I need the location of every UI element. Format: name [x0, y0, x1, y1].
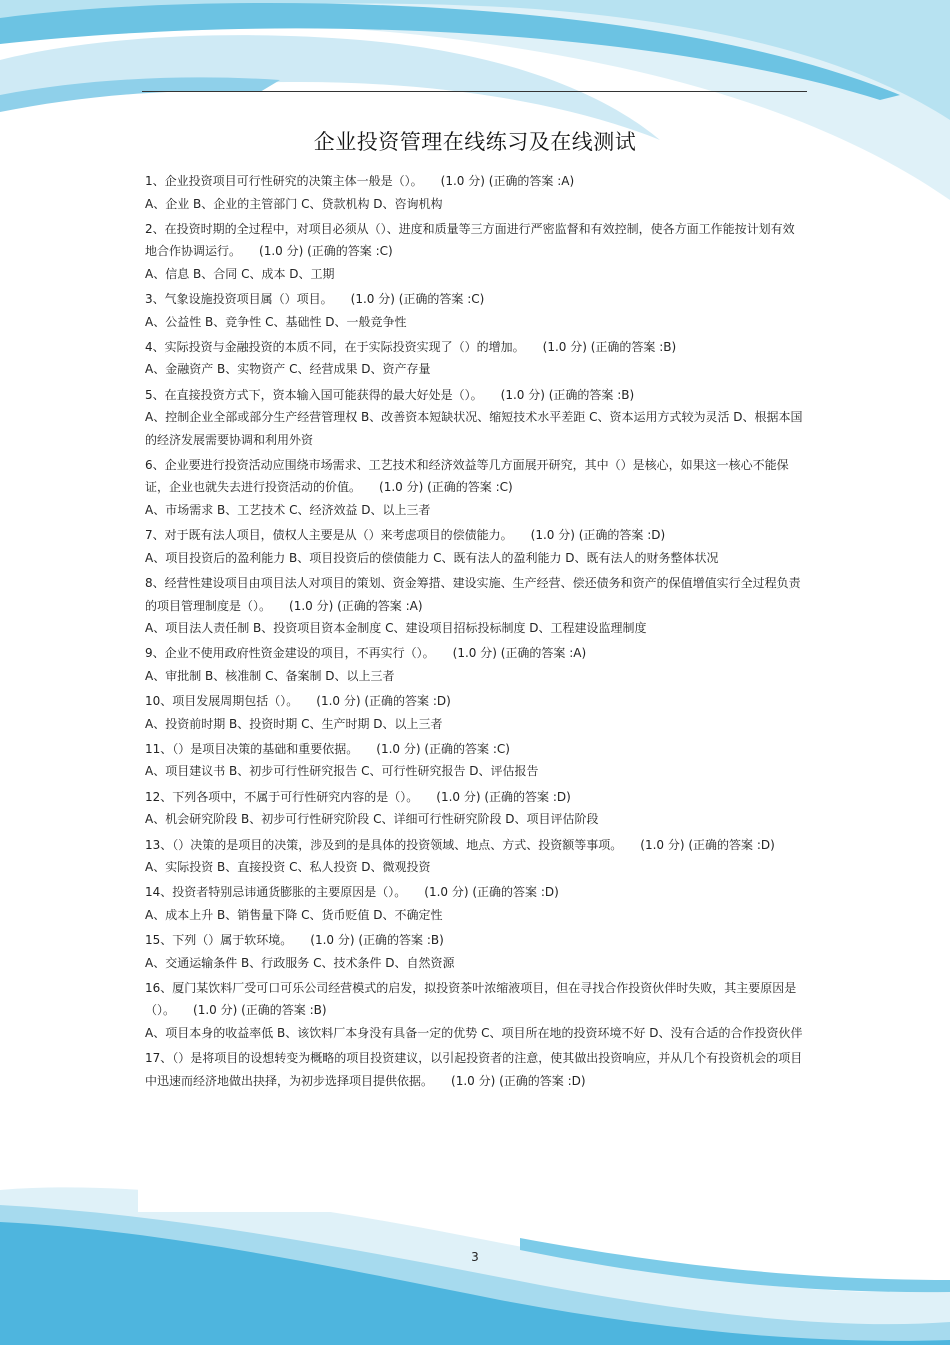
question-score: (1.0 分) (正确的答案 :B): [500, 387, 635, 402]
question-score: (1.0 分) (正确的答案 :C): [259, 244, 393, 259]
question-3: [145, 288, 805, 311]
question-11: [145, 738, 805, 761]
page-number: 3: [471, 1250, 479, 1264]
question-score: (1.0 分) (正确的答案 :B): [542, 339, 677, 354]
question-4: [145, 336, 805, 359]
question-text: 5、在直接投资方式下，资本输入国可能获得的最大好处是（）。: [145, 387, 477, 402]
question-score: (1.0 分) (正确的答案 :B): [193, 1003, 327, 1018]
question-text: 13、（）决策的是项目的决策，涉及到的是具体的投资领域、地点、方式、投资额等事项。: [145, 837, 617, 852]
question-text: 15、下列（）属于软环境。: [145, 933, 287, 948]
question-text: 2、在投资时期的全过程中，对项目必须从（）、进度和质量等三方面进行严密监督和有效控制，使各方面工作能按计划有效地合作协调运行。: [145, 221, 795, 259]
question-10-options: A、投资前时期 B、投资时期 C、生产时期 D、以上三者: [145, 716, 443, 731]
question-5-options: A、控制企业全部或部分生产经营管理权 B、改善资本短缺状况、缩短技术水平差距 C、资本运用方式较为灵活 D、根据本国的经济发展需要协调和利用外资: [145, 410, 803, 447]
question-11-options: A、项目建议书 B、初步可行性研究报告 C、可行性研究报告 D、评估报告: [145, 764, 539, 779]
question-9: [145, 642, 805, 665]
question-5: [145, 384, 805, 407]
question-3-options: A、公益性 B、竞争性 C、基础性 D、一般竞争性: [145, 314, 407, 329]
question-2-options: A、信息 B、合同 C、成本 D、工期: [145, 266, 335, 281]
question-score: (1.0 分) (正确的答案 :C): [379, 480, 513, 495]
question-score: (1.0 分) (正确的答案 :D): [451, 1073, 586, 1088]
question-14: [145, 881, 805, 904]
question-text: 8、经营性建设项目由项目法人对项目的策划、资金筹措、建设实施、生产经营、偿还债务和资产的保值增值实行全过程负责的项目管理制度是（）。: [145, 576, 801, 613]
question-7-options: A、项目投资后的盈利能力 B、项目投资后的偿债能力 C、既有法人的盈利能力 D、既有法人的财务整体状况: [145, 550, 719, 565]
question-15: [145, 929, 805, 952]
question-text: 1、企业投资项目可行性研究的决策主体一般是（）。: [145, 174, 417, 188]
question-text: 4、实际投资与金融投资的本质不同，在于实际投资实现了（）的增加。: [145, 339, 519, 354]
question-score: (1.0 分) (正确的答案 :D): [530, 528, 666, 543]
header-rule: [142, 91, 807, 92]
question-13-options: A、实际投资 B、直接投资 C、私人投资 D、微观投资: [145, 860, 431, 875]
question-14-options: A、成本上升 B、销售量下降 C、货币贬值 D、不确定性: [145, 907, 443, 922]
question-1-options: A、企业 B、企业的主管部门 C、贷款机构 D、咨询机构: [145, 196, 443, 211]
question-score: (1.0 分) (正确的答案 :D): [316, 694, 451, 709]
question-9-options: A、审批制 B、核准制 C、备案制 D、以上三者: [145, 668, 395, 683]
question-text: 16、厦门某饮料厂受可口可乐公司经营模式的启发，拟投资茶叶浓缩液项目，但在寻找合作投资伙伴时失败，其主要原因是（）。: [145, 980, 797, 1018]
question-text: 12、下列各项中，不属于可行性研究内容的是（）。: [145, 789, 413, 804]
question-score: (1.0 分) (正确的答案 :A): [452, 646, 587, 661]
question-12: [145, 786, 805, 809]
page-title: 企业投资管理在线练习及在线测试: [313, 130, 637, 154]
question-score: (1.0 分) (正确的答案 :D): [424, 885, 559, 900]
question-text: 11、（）是项目决策的基础和重要依据。: [145, 741, 353, 756]
question-text: 6、企业要进行投资活动应围绕市场需求、工艺技术和经济效益等几方面展开研究，其中（）是核心，如果这一核心不能保证，企业也就失去进行投资活动的价值。: [145, 457, 789, 495]
question-4-options: A、金融资产 B、实物资产 C、经营成果 D、资产存量: [145, 362, 431, 377]
question-6-options: A、市场需求 B、工艺技术 C、经济效益 D、以上三者: [145, 502, 431, 517]
question-score: (1.0 分) (正确的答案 :C): [350, 292, 485, 307]
question-13: [145, 834, 805, 857]
question-17: [145, 1047, 805, 1092]
question-15-options: A、交通运输条件 B、行政服务 C、技术条件 D、自然资源: [145, 955, 455, 970]
question-score: (1.0 分) (正确的答案 :A): [289, 598, 423, 613]
question-10: [145, 690, 805, 713]
question-16: [145, 977, 805, 1022]
question-8: [145, 572, 805, 617]
question-8-options: A、项目法人责任制 B、投资项目资本金制度 C、建设项目招标投标制度 D、工程建设监理制度: [145, 621, 647, 636]
question-score: (1.0 分) (正确的答案 :D): [436, 789, 571, 804]
question-text: 14、投资者特别忌讳通货膨胀的主要原因是（）。: [145, 885, 401, 900]
question-score: (1.0 分) (正确的答案 :D): [640, 837, 775, 852]
question-text: 7、对于既有法人项目，债权人主要是从（）来考虑项目的偿债能力。: [145, 528, 507, 543]
question-1: [145, 170, 805, 193]
question-score: (1.0 分) (正确的答案 :B): [310, 933, 444, 948]
question-7: [145, 524, 805, 547]
question-score: (1.0 分) (正确的答案 :C): [376, 741, 510, 756]
question-text: 9、企业不使用政府性资金建设的项目，不再实行（）。: [145, 646, 429, 661]
question-text: 3、气象设施投资项目属（）项目。: [145, 292, 327, 307]
question-text: 17、（）是将项目的设想转变为概略的项目投资建议，以引起投资者的注意，使其做出投资响应，并从几个有投资机会的项目中迅速而经济地做出抉择，为初步选择项目提供依据。: [145, 1051, 803, 1088]
question-12-options: A、机会研究阶段 B、初步可行性研究阶段 C、详细可行性研究阶段 D、项目评估阶段: [145, 812, 599, 827]
question-list: [145, 170, 805, 1092]
question-score: (1.0 分) (正确的答案 :A): [440, 174, 575, 188]
question-2: [145, 218, 805, 263]
question-6: [145, 454, 805, 499]
question-16-options: A、项目本身的收益率低 B、该饮料厂本身没有具备一定的优势 C、项目所在地的投资环境不好 D、没有合适的合作投资伙伴: [145, 1025, 803, 1040]
question-text: 10、项目发展周期包括（）。: [145, 694, 293, 709]
